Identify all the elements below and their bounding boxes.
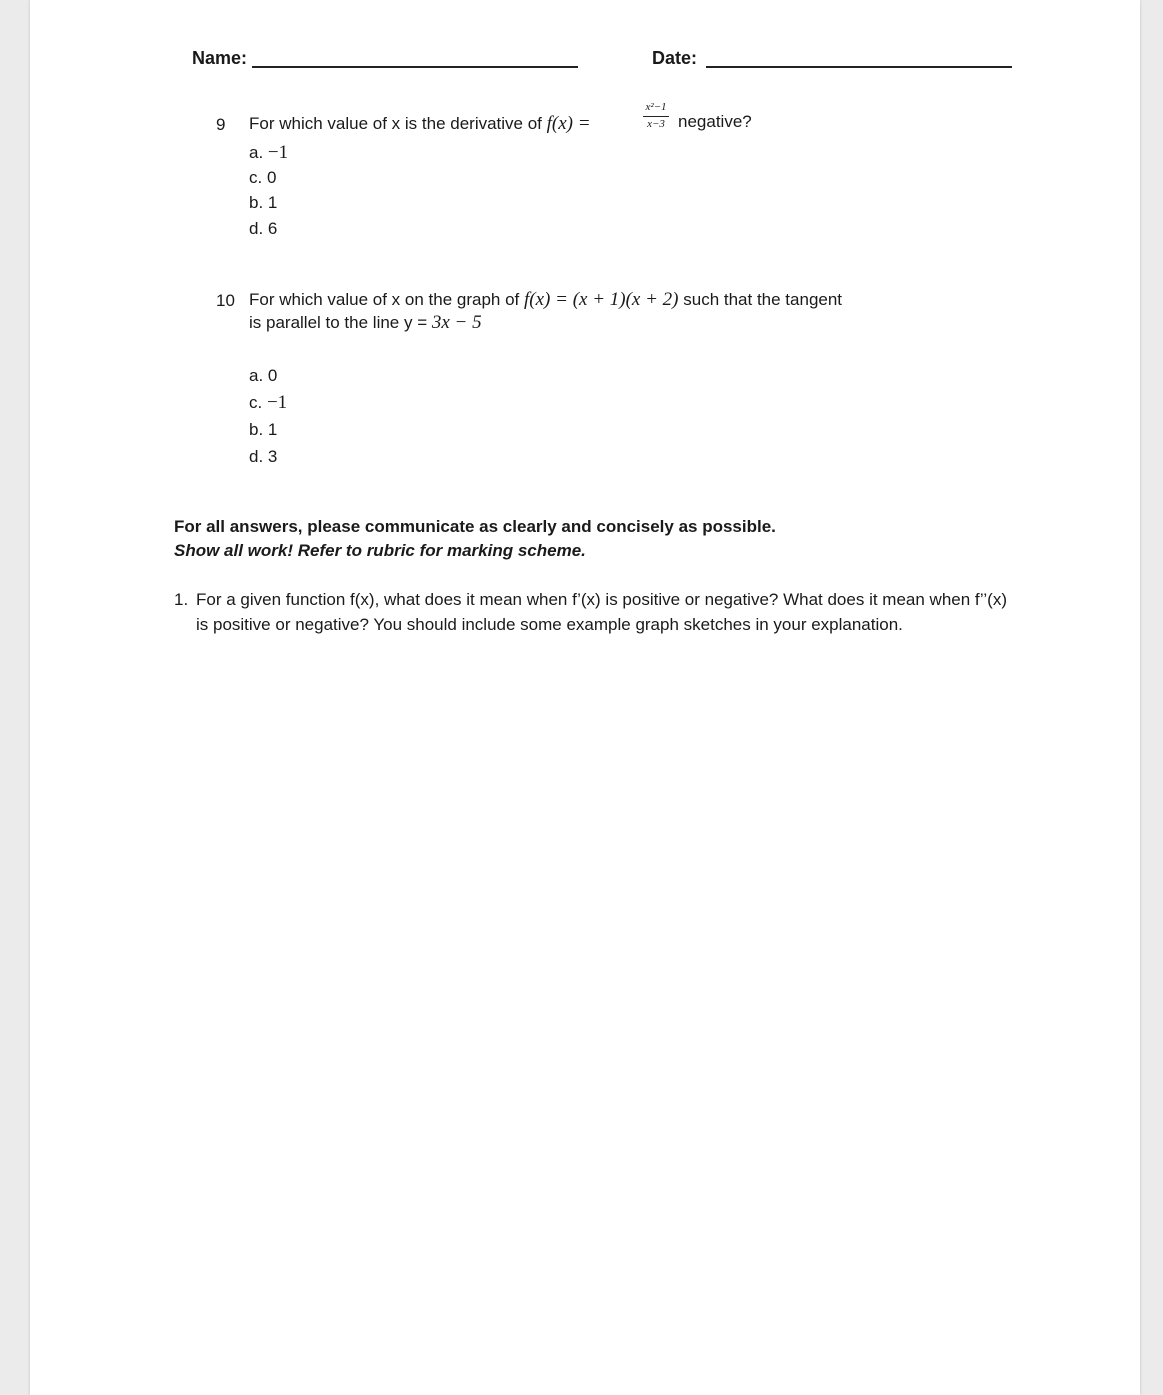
q10-option-c-value: −1	[266, 392, 288, 413]
q9-option-c-value: 0	[266, 168, 277, 187]
q10-option-b	[249, 420, 277, 440]
question1-line2: is positive or negative? You should include some example graph sketches in your explanation.	[196, 615, 903, 634]
q10-line1-suffix: such that the tangent	[678, 290, 843, 309]
q9-number: 9	[216, 115, 226, 134]
q9-fraction-bar	[643, 116, 669, 117]
date-underline	[706, 66, 1012, 68]
q10-option-a-letter: a.	[249, 366, 268, 385]
q10-option-d	[249, 447, 277, 467]
q10-option-c	[249, 392, 287, 414]
q9-option-d-letter: d.	[249, 219, 268, 238]
q9-option-c	[249, 168, 276, 188]
worksheet-page	[30, 0, 1140, 1395]
q9-option-d	[249, 219, 277, 239]
q9-fraction-denominator: x−3	[647, 118, 665, 130]
q10-function: f(x) = (x + 1)(x + 2)	[524, 289, 679, 310]
q9-prefix: For which value of x is the derivative of	[249, 114, 547, 133]
instructions-line2: Show all work! Refer to rubric for marking scheme.	[174, 541, 586, 560]
question1-number: 1.	[174, 590, 189, 609]
q10-line1-prefix: For which value of x on the graph of	[249, 290, 524, 309]
name-underline	[252, 66, 578, 68]
q9-fraction-numerator: x²−1	[645, 101, 667, 113]
q9-option-b-letter: b.	[249, 193, 268, 212]
q10-option-d-letter: d.	[249, 447, 268, 466]
q10-line-equation: 3x − 5	[431, 312, 482, 333]
q10-number: 10	[216, 291, 235, 310]
q10-option-a-value: 0	[267, 366, 278, 385]
q10-line1	[249, 289, 842, 311]
q9-option-a-letter: a.	[249, 143, 268, 162]
instructions-line1: For all answers, please communicate as clearly and concisely as possible.	[174, 517, 776, 536]
q9-option-b	[249, 193, 277, 213]
q9-suffix: negative?	[678, 112, 752, 131]
q10-option-d-value: 3	[267, 447, 278, 466]
q10-option-b-letter: b.	[249, 420, 268, 439]
date-label: Date:	[652, 48, 698, 68]
q10-option-c-letter: c.	[249, 393, 267, 412]
q9-option-d-value: 6	[267, 219, 278, 238]
q10-option-b-value: 1	[267, 420, 278, 439]
name-label: Name:	[192, 48, 248, 68]
q9-option-a	[249, 142, 288, 164]
q10-option-a	[249, 366, 277, 386]
q9-text	[249, 113, 591, 135]
q9-option-c-letter: c.	[249, 168, 267, 187]
q9-function: f(x) =	[546, 113, 591, 134]
q9-option-b-value: 1	[267, 193, 278, 212]
q10-line2-prefix: is parallel to the line y =	[249, 313, 432, 332]
question1-line1: For a given function f(x), what does it mean when f’(x) is positive or negative? What does it mean when f’’(x)	[196, 590, 1008, 609]
q9-option-a-value: −1	[267, 142, 289, 163]
q10-line2	[249, 312, 482, 334]
